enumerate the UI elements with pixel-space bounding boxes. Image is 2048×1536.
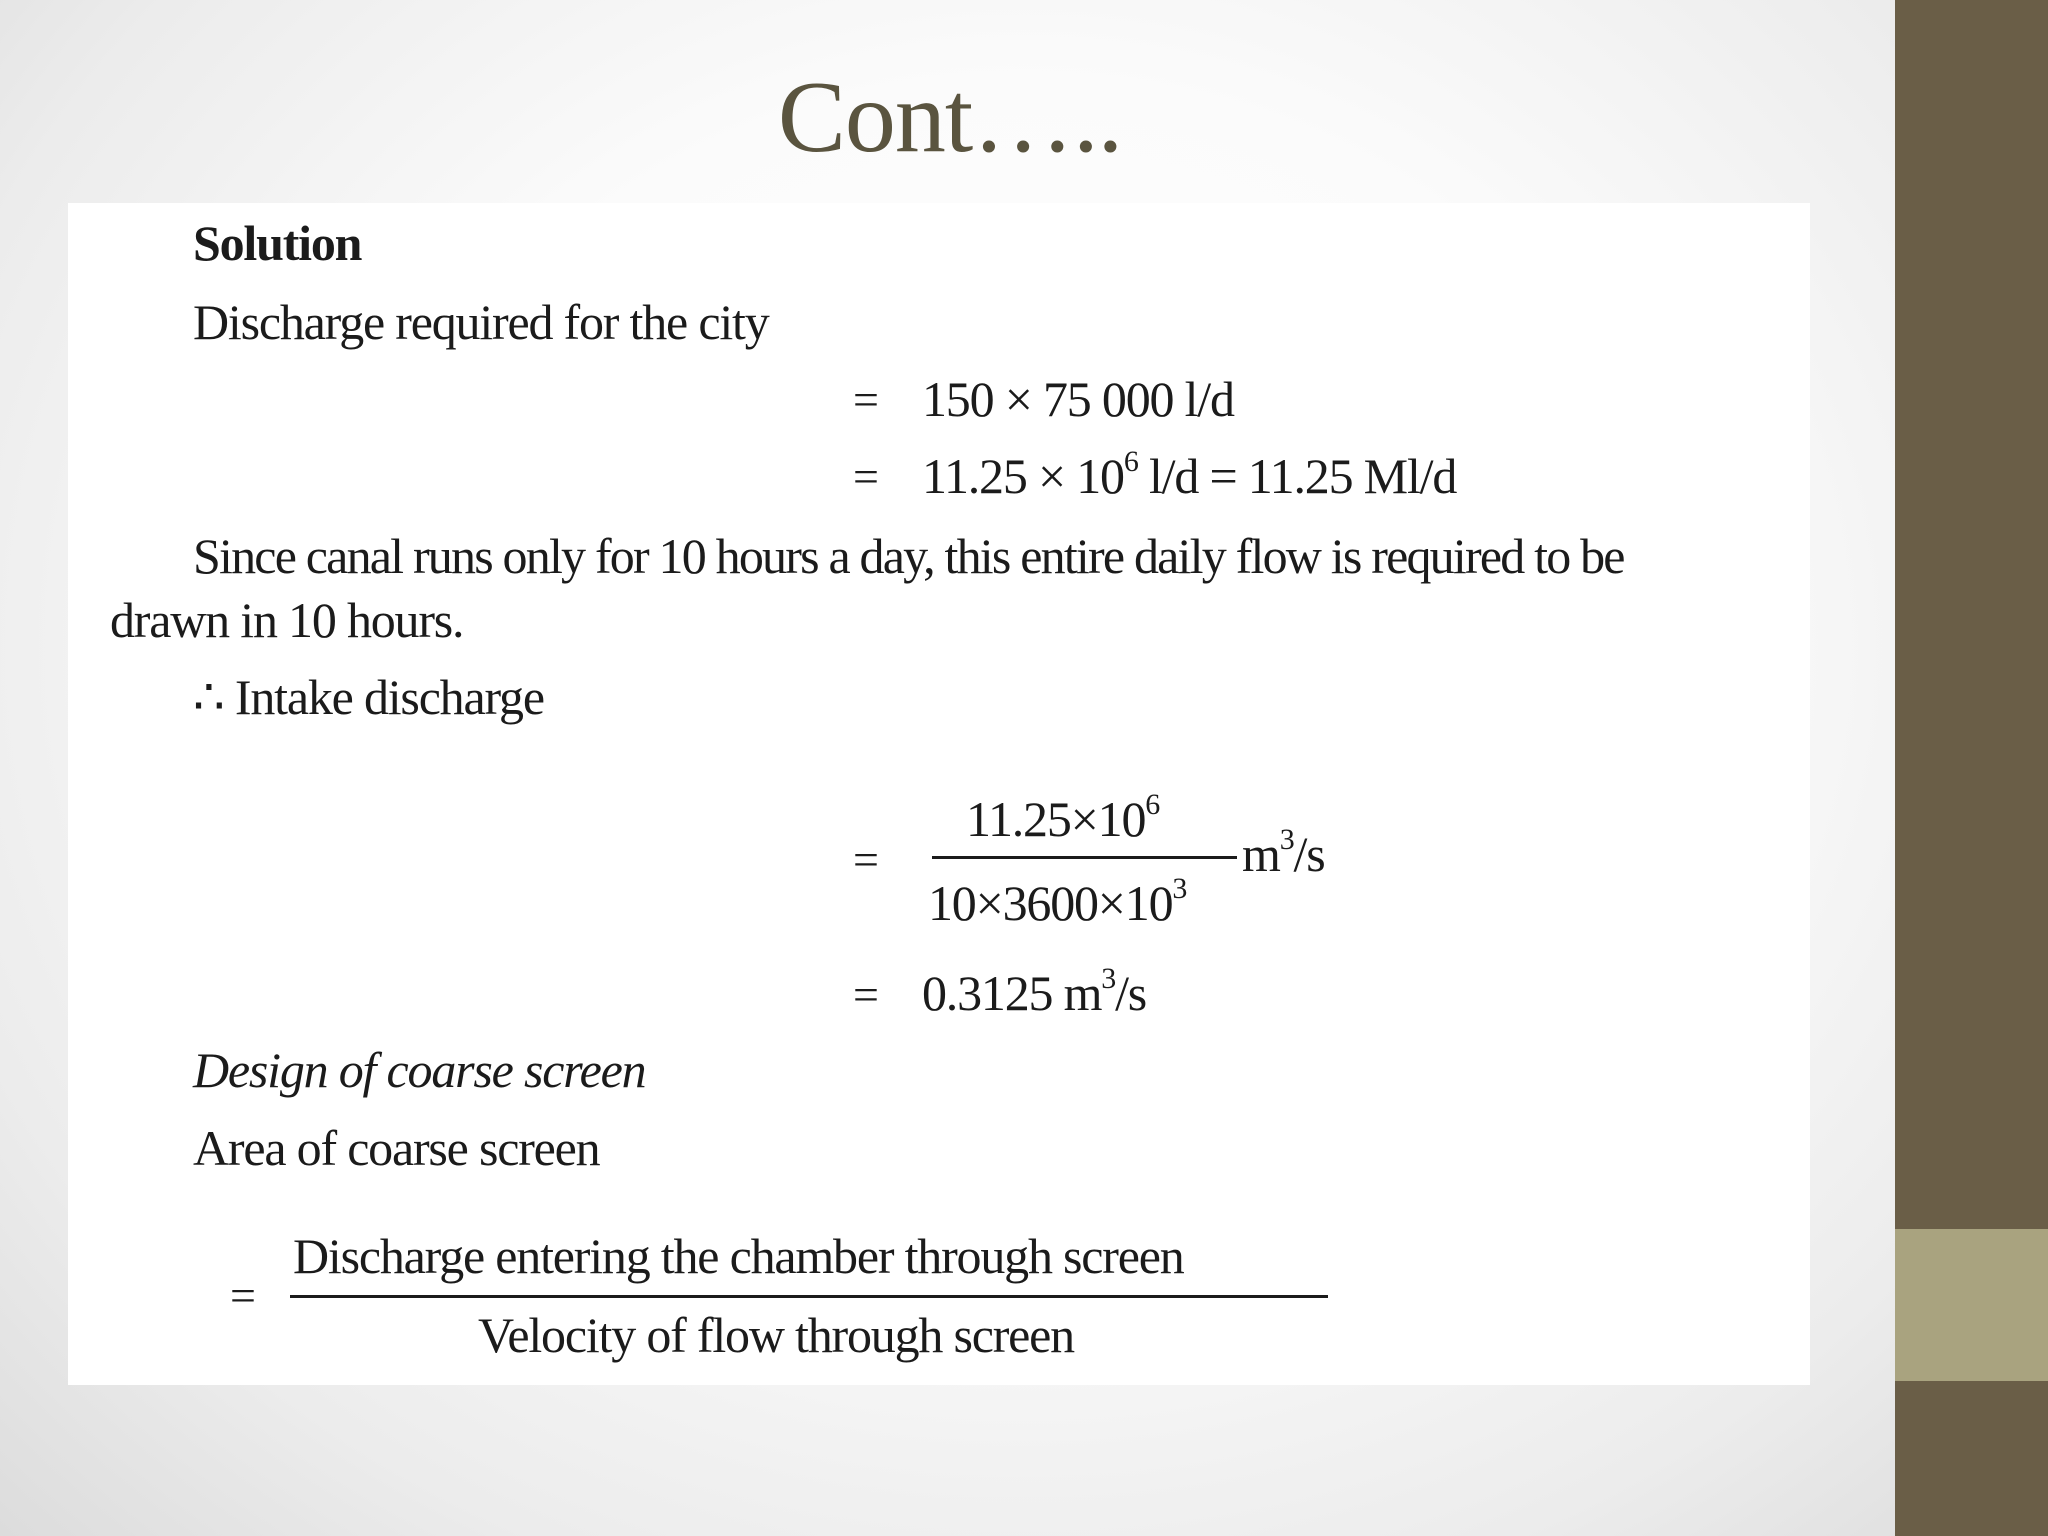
- equals-sign: =: [853, 451, 879, 502]
- discharge-equation-2: $11.25 \times 10^6$ l/d = 11.25 Ml/d: [922, 445, 1457, 504]
- intake-fraction-bar: [932, 856, 1237, 859]
- intake-result: 0.3125 $m^3/s$: [922, 962, 1147, 1021]
- slide-title: Cont…..: [777, 61, 1123, 174]
- intake-fraction-numerator: $11.25\times 10^6$: [966, 788, 1160, 847]
- discharge-label: Discharge required for the city: [193, 294, 769, 350]
- area-fraction-numerator: Discharge entering the chamber through screen: [293, 1228, 1184, 1284]
- solution-heading: Solution: [193, 215, 362, 271]
- equals-sign: =: [853, 834, 879, 885]
- equals-sign: =: [853, 374, 879, 425]
- equals-sign: =: [853, 969, 879, 1020]
- equals-sign: =: [230, 1270, 256, 1321]
- intake-unit: $m^3/s$: [1242, 823, 1325, 882]
- area-fraction-bar: [290, 1295, 1328, 1298]
- sidebar-accent-block: [1895, 1229, 2048, 1381]
- area-fraction-denominator: Velocity of flow through screen: [478, 1307, 1074, 1363]
- canal-text-line-2: drawn in 10 hours.: [110, 592, 464, 648]
- canal-text-line-1: Since canal runs only for 10 hours a day, this entire daily flow is required to be: [193, 528, 1624, 584]
- intake-label: ∴ Intake discharge: [193, 669, 544, 725]
- discharge-equation-1: 150 × 75 000 l/d: [922, 371, 1234, 427]
- intake-fraction-denominator: $10\times 3600\times 10^3$: [928, 872, 1187, 931]
- design-heading: Design of coarse screen: [193, 1042, 646, 1098]
- area-label: Area of coarse screen: [193, 1120, 600, 1176]
